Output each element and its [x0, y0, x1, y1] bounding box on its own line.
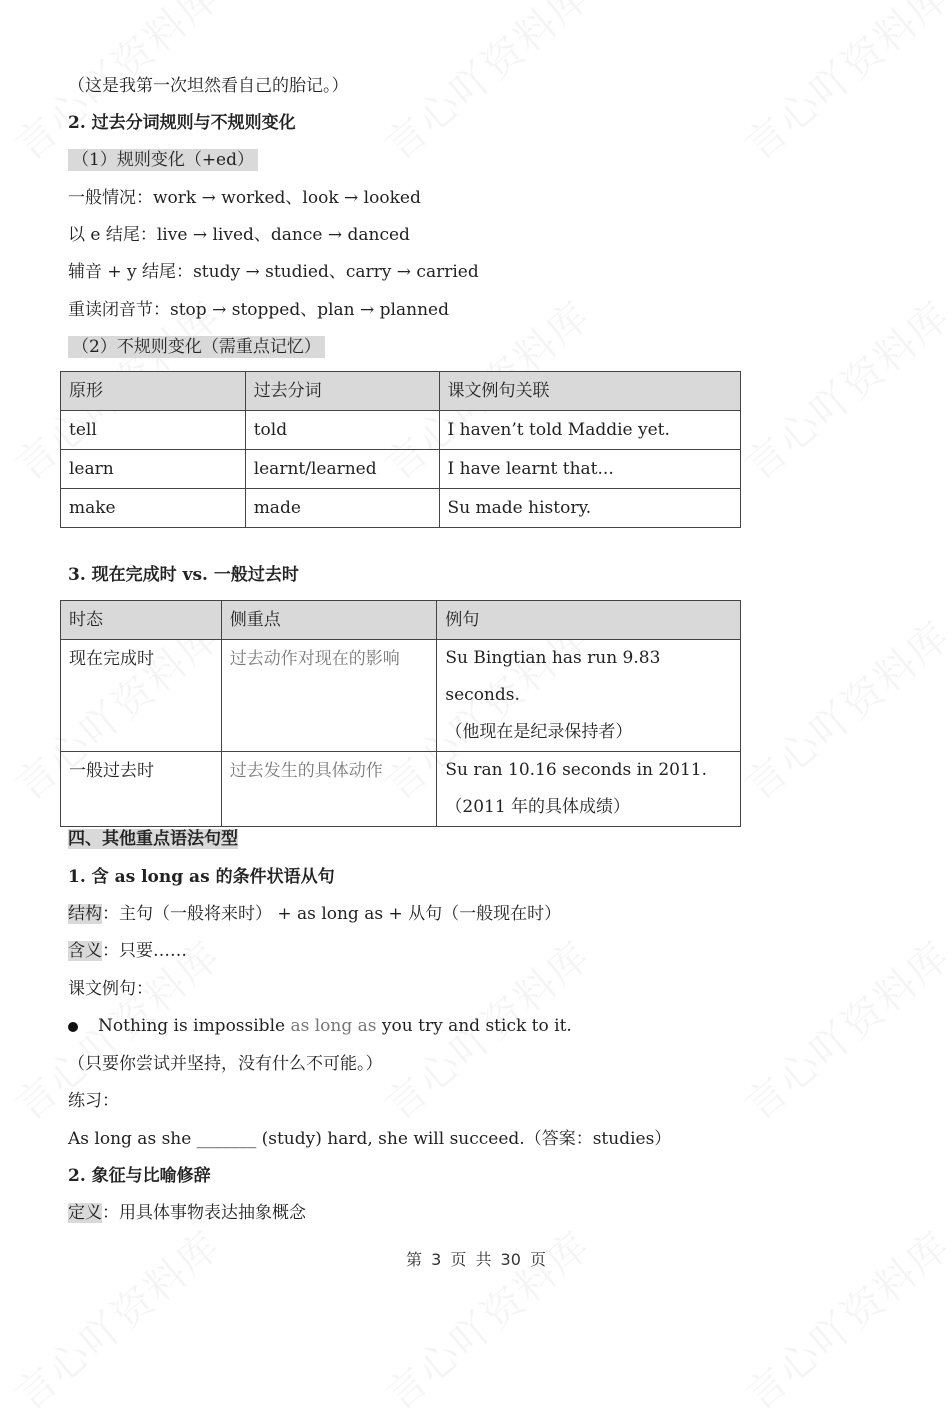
part4-title: 四、其他重点语法句型	[68, 829, 238, 849]
table-cell: 现在完成时	[61, 640, 222, 752]
table-header-row	[61, 601, 741, 640]
table-row	[61, 450, 741, 489]
rule-row	[68, 260, 479, 284]
rule-text: study → studied、carry → carried	[193, 262, 479, 282]
item2-title: 2. 象征与比喻修辞	[68, 1166, 211, 1186]
structure-row	[68, 902, 561, 926]
table-header: 课文例句关联	[439, 372, 740, 411]
table-header: 侧重点	[221, 601, 437, 640]
intro-translation: （这是我第一次坦然看自己的胎记。）	[68, 76, 349, 96]
section3-title: 3. 现在完成时 vs. 一般过去时	[68, 565, 299, 585]
rule-row	[68, 298, 449, 322]
example-note: （2011 年的具体成绩）	[445, 797, 631, 817]
table-cell: told	[245, 411, 439, 450]
table-cell: I have learnt that...	[439, 450, 740, 489]
practice-text: As long as she _______ (study) hard, she will succeed.（答案：studies）	[68, 1129, 672, 1149]
table-cell: tell	[61, 411, 246, 450]
rule-label: 重读闭音节：	[68, 300, 170, 320]
table-cell: made	[245, 489, 439, 528]
item1-title-phrase: as long as	[114, 867, 210, 887]
table-cell: 过去发生的具体动作	[221, 752, 437, 827]
example-label: 课文例句：	[68, 979, 153, 999]
table-cell: Su made history.	[439, 489, 740, 528]
example-note: （他现在是纪录保持者）	[445, 722, 633, 742]
page-number: 第 3 页 共 30 页	[406, 1250, 546, 1269]
table-row	[61, 489, 741, 528]
irregular-verbs-table	[60, 371, 741, 528]
table-cell-example	[437, 752, 741, 827]
rule-label: 一般情况：	[68, 188, 153, 208]
table-cell: 一般过去时	[61, 752, 222, 827]
definition-row	[68, 1201, 306, 1225]
meaning-label: 含义	[68, 941, 102, 961]
rule-row	[68, 186, 421, 210]
bullet-icon	[68, 1022, 78, 1032]
section2-title: 2. 过去分词规则与不规则变化	[68, 113, 296, 133]
tense-comparison-table	[60, 600, 741, 827]
example-sentence: Su ran 10.16 seconds in 2011.	[445, 760, 708, 780]
table-header: 时态	[61, 601, 222, 640]
watermark	[731, 0, 952, 171]
regular-heading: （1）规则变化（+ed）	[68, 149, 258, 171]
rule-row	[68, 223, 410, 247]
example-sentence-row	[68, 1014, 572, 1038]
table-row	[61, 411, 741, 450]
meaning-row	[68, 939, 187, 963]
item1-title-suffix: 的条件状语从句	[209, 867, 335, 887]
table-header: 例句	[437, 601, 741, 640]
practice-label: 练习：	[68, 1091, 119, 1111]
watermark	[731, 926, 952, 1132]
meaning-text: ：只要……	[102, 941, 187, 961]
table-cell-example	[437, 640, 741, 752]
irregular-heading-wrap	[68, 335, 325, 359]
example-sentence: Su Bingtian has run 9.83 seconds.	[445, 648, 661, 705]
part4-title-wrap	[68, 827, 238, 851]
watermark	[371, 0, 601, 171]
watermark	[731, 286, 952, 492]
example-before: Nothing is impossible	[98, 1016, 291, 1036]
table-header-row	[61, 372, 741, 411]
definition-label: 定义	[68, 1203, 102, 1223]
table-cell: make	[61, 489, 246, 528]
table-header: 原形	[61, 372, 246, 411]
table-cell: 过去动作对现在的影响	[221, 640, 437, 752]
structure-label: 结构	[68, 904, 102, 924]
table-cell: learnt/learned	[245, 450, 439, 489]
item1-title-prefix: 1. 含	[68, 867, 115, 887]
watermark	[731, 606, 952, 812]
irregular-heading: （2）不规则变化（需重点记忆）	[68, 336, 325, 358]
rule-text: work → worked、look → looked	[153, 188, 421, 208]
rule-text: live → lived、dance → danced	[156, 225, 410, 245]
rule-text: stop → stopped、plan → planned	[170, 300, 449, 320]
example-after: you try and stick to it.	[376, 1016, 572, 1036]
rule-label: 以 e 结尾：	[68, 225, 157, 245]
table-cell: learn	[61, 450, 246, 489]
structure-text: ：主句（一般将来时） + as long as + 从句（一般现在时）	[102, 904, 562, 924]
table-row	[61, 640, 741, 752]
rule-label: 辅音 + y 结尾：	[68, 262, 194, 282]
item1-title	[68, 865, 335, 889]
example-translation: （只要你尝试并坚持，没有什么不可能。）	[68, 1054, 383, 1074]
example-phrase: as long as	[290, 1016, 377, 1036]
table-row	[61, 752, 741, 827]
table-cell: I haven’t told Maddie yet.	[439, 411, 740, 450]
table-header: 过去分词	[245, 372, 439, 411]
regular-heading-wrap	[68, 148, 258, 172]
definition-text: ：用具体事物表达抽象概念	[102, 1203, 306, 1223]
